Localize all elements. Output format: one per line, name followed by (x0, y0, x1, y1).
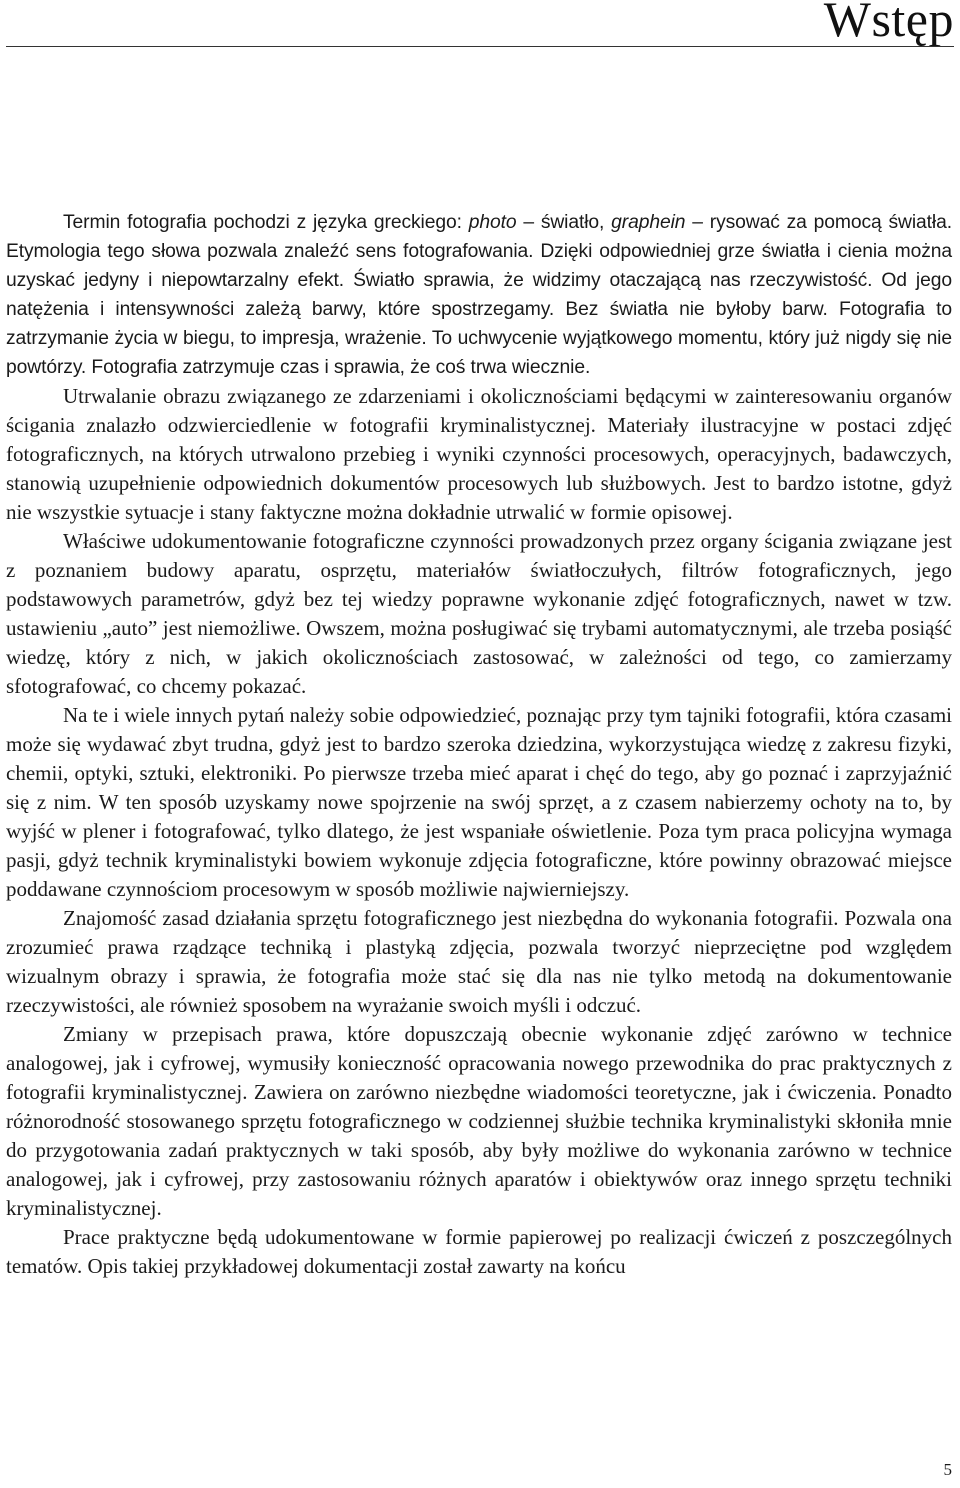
term-graphein: graphein (611, 212, 686, 233)
paragraph-6: Zmiany w przepisach prawa, które dopuszczają obecnie wykonanie zdjęć zarówno w technice analogowej, jak i cyfrowej, wymusiły konieczność opracowania nowego przewodnika do prac praktycznych z fotografii kryminalistycznej. Zawiera on zarówno niezbędne wiadomości teoretyczne, jak i ćwiczenia. Ponadto różnorodność stosowanego sprzętu fotograficznego w codziennej służbie technika kryminalistyki skłoniła mnie do przygotowania zadań praktycznych w taki sposób, aby były możliwe do wykonania zarówno w technice analogowej, jak i cyfrowej, przy zastosowaniu różnych aparatów i obiektywów oraz innego sprzętu techniki kryminalistycznej. (6, 1022, 952, 1220)
page-body (6, 208, 952, 1281)
paragraph-1-text-a: Termin fotografia pochodzi z języka greckiego: (63, 212, 469, 233)
page-number: 5 (943, 1460, 952, 1479)
paragraph-1 (6, 208, 952, 382)
term-photo: photo (468, 212, 517, 233)
paragraph-7: Prace praktyczne będą udokumentowane w formie papierowej po realizacji ćwiczeń z poszczególnych tematów. Opis takiej przykładowej dokumentacji został zawarty na końcu (6, 1225, 952, 1278)
paragraph-5: Znajomość zasad działania sprzętu fotograficznego jest niezbędna do wykonania fotografii. Pozwala ona zrozumieć prawa rządzące techniką i plastyką zdjęcia, pozwala tworzyć nieprzeciętne pod względem wizualnym obrazy i sprawia, że fotografia może stać się dla nas nie tylko metodą na dokumentowanie rzeczywistości, ale również sposobem na wyrażanie swoich myśli i odczuć. (6, 906, 952, 1017)
paragraph-1-text-c: – rysować za pomocą światła. Etymologia tego słowa pozwala znaleźć sens fotografowania. Dzięki odpowiedniej grze światła i cienia można uzyskać jedyny i niepowtarzalny efekt. Światło sprawia, że widzimy otaczającą nas rzeczywistość. Od jego natężenia i intensywności zależą barwy, które spostrzegamy. Bez światła nie byłoby barw. Fotografia to zatrzymanie życia w biegu, to impresja, wrażenie. To uchwycenie wyjątkowego momentu, który już nigdy się nie powtórzy. Fotografia zatrzymuje czas i sprawia, że coś trwa wiecznie. (6, 212, 952, 378)
title-divider (6, 46, 954, 47)
paragraph-4: Na te i wiele innych pytań należy sobie odpowiedzieć, poznając przy tym tajniki fotografii, która czasami może się wydawać zbyt trudna, gdyż jest to bardzo szeroka dziedzina, wykorzystująca wiedzę z zakresu fizyki, chemii, optyki, sztuki, elektroniki. Po pierwsze trzeba mieć aparat i chęć do tego, aby go poznać i zaprzyjaźnić się z nim. W ten sposób uzyskamy nowe spojrzenie na swój sprzęt, a z czasem nabierzemy ochoty na to, by wyjść w plener i fotografować, tylko dlatego, że jest wspaniałe oświetlenie. Poza tym praca policyjna wymaga pasji, gdyż technik kryminalistyki bowiem wykonuje zdjęcia fotograficzne, które powinny obrazować miejsce poddawane czynnościom procesowym w sposób możliwie najwierniejszy. (6, 703, 952, 901)
paragraph-3: Właściwe udokumentowanie fotograficzne czynności prowadzonych przez organy ścigania związane jest z poznaniem budowy aparatu, osprzętu, materiałów światłoczułych, filtrów fotograficznych, jego podstawowych parametrów, gdyż bez tej wiedzy poprawne wykonanie zdjęć fotograficznych, nawet w tzw. ustawieniu „auto” jest niemożliwe. Owszem, można posługiwać się trybami automatycznymi, ale trzeba posiąść wiedzę, który z nich, w jakich okolicznościach zastosować, w zależności od tego, co zamierzamy sfotografować, co chcemy pokazać. (6, 529, 952, 698)
paragraph-1-text-b: – światło, (516, 212, 612, 233)
chapter-title: Wstęp (823, 0, 954, 47)
paragraph-2: Utrwalanie obrazu związanego ze zdarzeniami i okolicznościami będącymi w zainteresowaniu organów ścigania znalazło odzwierciedlenie w fotografii kryminalistycznej. Materiały ilustracyjne w postaci zdjęć fotograficznych, na których utrwalono przebieg i wyniki czynności procesowych, operacyjnych, badawczych, stanowią uzupełnienie odpowiednich dokumentów procesowych lub służbowych. Jest to bardzo istotne, gdyż nie wszystkie sytuacje i stany faktyczne można dokładnie utrwalić w formie opisowej. (6, 384, 952, 524)
